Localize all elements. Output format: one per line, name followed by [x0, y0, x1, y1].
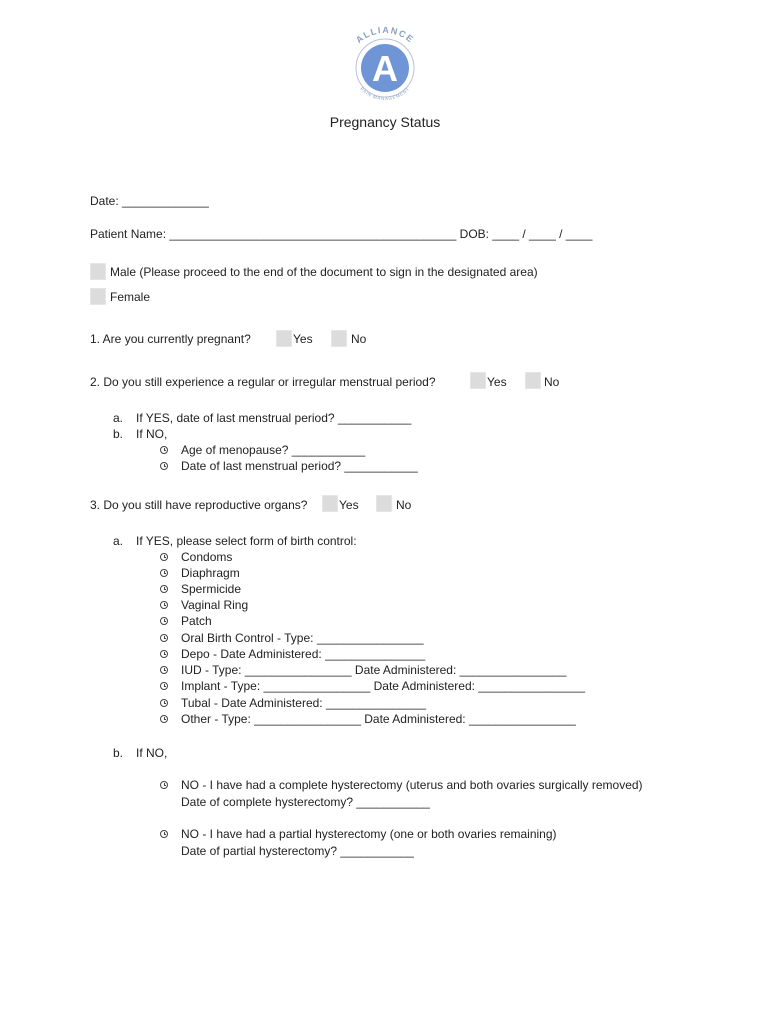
bullet-icon — [160, 666, 168, 674]
q3-a-text: If YES, please select form of birth control: — [136, 534, 357, 548]
q3-no-checkbox[interactable] — [376, 495, 392, 512]
bullet-icon — [160, 650, 168, 658]
birth-control-diaphragm[interactable]: Diaphragm — [181, 566, 240, 580]
q2-no-checkbox[interactable] — [525, 372, 541, 389]
patient-name-dob-field[interactable]: Patient Name: ___________________________________________ DOB: ____ / ____ / ____ — [90, 227, 593, 241]
bullet-icon — [160, 569, 168, 577]
bullet-icon — [160, 682, 168, 690]
q2-a-text[interactable]: If YES, date of last menstrual period? ___________ — [136, 411, 412, 425]
q2-b-item[interactable]: Date of last menstrual period? ___________ — [181, 459, 418, 473]
page-title: Pregnancy Status — [329, 114, 441, 130]
q3-a-marker: a. — [113, 534, 124, 548]
birth-control-condoms[interactable]: Condoms — [181, 550, 233, 564]
q2-yes-label: Yes — [487, 375, 507, 389]
partial-hysterectomy-date[interactable]: Date of partial hysterectomy? ___________ — [181, 844, 414, 858]
q2-no-label: No — [544, 375, 560, 389]
q3-b-text: If NO, — [136, 746, 168, 760]
bullet-icon — [160, 715, 168, 723]
bullet-icon — [160, 830, 168, 838]
bullet-icon — [160, 553, 168, 561]
birth-control-spermicide[interactable]: Spermicide — [181, 582, 242, 596]
female-label: Female — [110, 290, 151, 304]
birth-control-iud[interactable]: IUD - Type: ________________ Date Administered: ________________ — [181, 663, 567, 677]
logo-letter: A — [372, 48, 398, 89]
bullet-icon — [160, 601, 168, 609]
q1-no-checkbox[interactable] — [331, 330, 347, 347]
question-3: 3. Do you still have reproductive organs? — [90, 498, 308, 512]
q1-yes-label: Yes — [293, 332, 313, 346]
complete-hysterectomy-date[interactable]: Date of complete hysterectomy? ___________ — [181, 795, 430, 809]
birth-control-depo[interactable]: Depo - Date Administered: _______________ — [181, 647, 426, 661]
birth-control-tubal[interactable]: Tubal - Date Administered: _______________ — [181, 696, 427, 710]
question-2: 2. Do you still experience a regular or irregular menstrual period? — [90, 375, 436, 389]
male-label: Male (Please proceed to the end of the document to sign in the designated area) — [110, 265, 538, 279]
female-checkbox[interactable] — [90, 288, 106, 305]
date-field[interactable]: Date: _____________ — [90, 194, 209, 208]
male-checkbox[interactable] — [90, 263, 106, 280]
bullet-icon — [160, 781, 168, 789]
q3-no-label: No — [396, 498, 412, 512]
birth-control-oral[interactable]: Oral Birth Control - Type: ________________ — [181, 631, 424, 645]
complete-hysterectomy-option[interactable]: NO - I have had a complete hysterectomy (uterus and both ovaries surgically removed) — [181, 778, 643, 792]
logo-top-text: ALLIANCE — [353, 24, 417, 46]
bullet-icon — [160, 634, 168, 642]
bullet-icon — [160, 462, 168, 470]
q3-b-marker: b. — [113, 746, 124, 760]
q2-yes-checkbox[interactable] — [470, 372, 486, 389]
q2-b-item[interactable]: Age of menopause? ___________ — [181, 443, 366, 457]
logo-bottom-text: PAIN MANAGEMENT — [359, 86, 411, 102]
q1-no-label: No — [351, 332, 367, 346]
q3-yes-label: Yes — [339, 498, 359, 512]
bullet-icon — [160, 617, 168, 625]
svg-text:ALLIANCE — [354, 25, 416, 45]
birth-control-implant[interactable]: Implant - Type: ________________ Date Administered: ________________ — [181, 679, 586, 693]
q3-yes-checkbox[interactable] — [322, 495, 338, 512]
birth-control-patch[interactable]: Patch — [181, 614, 212, 628]
q2-b-text: If NO, — [136, 427, 168, 441]
alliance-logo — [340, 24, 430, 102]
bullet-icon — [160, 585, 168, 593]
partial-hysterectomy-option[interactable]: NO - I have had a partial hysterectomy (one or both ovaries remaining) — [181, 827, 557, 841]
bullet-icon — [160, 699, 168, 707]
question-1: 1. Are you currently pregnant? — [90, 332, 251, 346]
birth-control-vaginal-ring[interactable]: Vaginal Ring — [181, 598, 249, 612]
q2-b-marker: b. — [113, 427, 124, 441]
birth-control-other[interactable]: Other - Type: ________________ Date Administered: ________________ — [181, 712, 576, 726]
q2-a-marker: a. — [113, 411, 124, 425]
bullet-icon — [160, 446, 168, 454]
q1-yes-checkbox[interactable] — [276, 330, 292, 347]
